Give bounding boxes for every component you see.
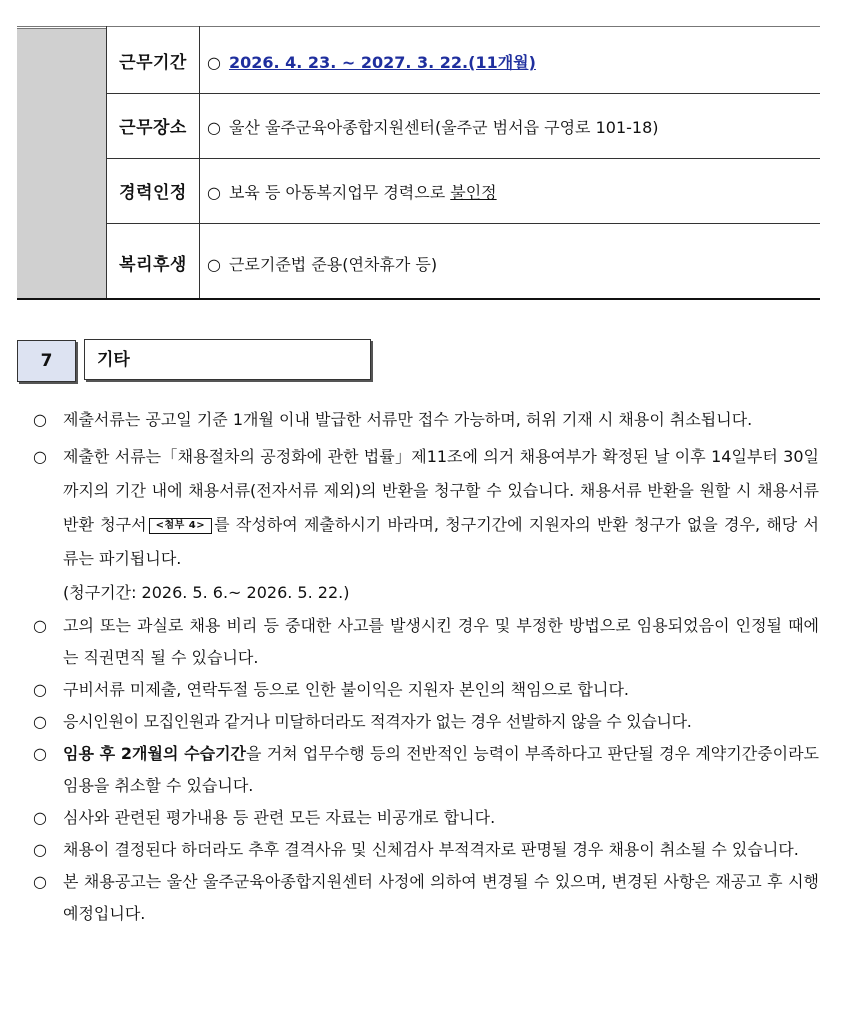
circle-bullet: ○ [33,447,47,466]
career-text: 보육 등 아동복지업무 경력으로 [228,183,451,202]
value-work-period [207,50,536,73]
note-text: 제출서류는 공고일 기준 1개월 이내 발급한 서류만 접수 가능하며, 허위 기재 시 채용이 취소됩니다. [63,410,753,429]
career-not-recognized: 불인정 [450,183,497,202]
value-career-recognition [207,180,497,203]
table-left-shaded-column [17,29,106,300]
welfare-text: 근로기준법 준용(연차휴가 등) [228,255,438,274]
circle-bullet: ○ [33,808,47,827]
note-text: 고의 또는 과실로 채용 비리 등 중대한 사고를 발생시킨 경우 및 부정한 방법으로 임용되었음이 인정될 때에는 직권면직 될 수 있습니다. [63,616,819,667]
circle-bullet: ○ [207,183,221,202]
section-title: 기타 [84,339,371,380]
table-bottom-border [17,298,820,300]
list-item [33,674,819,706]
work-place-text: 울산 울주군육아종합지원센터(울주군 범서읍 구영로 101-18) [228,118,659,137]
note-text: 응시인원이 모집인원과 같거나 미달하더라도 적격자가 없는 경우 선발하지 않을 수 있습니다. [63,712,692,731]
note-text: 을 거쳐 업무수행 등의 전반적인 능력이 부족하다고 판단될 경우 계약기간중이라도 임용을 취소할 수 있습니다. [63,744,819,795]
list-item [33,404,819,436]
circle-bullet: ○ [33,680,47,699]
circle-bullet: ○ [33,840,47,859]
label-work-place: 근무장소 [119,118,187,138]
note-text: 구비서류 미제출, 연락두절 등으로 인한 불이익은 지원자 본인의 책임으로 합니다. [63,680,629,699]
circle-bullet: ○ [207,53,221,72]
employment-info-table [17,26,820,300]
note-text: 채용이 결정된다 하더라도 추후 결격사유 및 신체검사 부적격자로 판명될 경우 채용이 취소될 수 있습니다. [63,840,799,859]
circle-bullet: ○ [33,744,47,763]
value-welfare [207,252,437,275]
work-period-dates: 2026. 4. 23. ~ 2027. 3. 22.(11개월) [228,53,536,72]
list-item [33,610,819,674]
note-text: 본 채용공고는 울산 울주군육아종합지원센터 사정에 의하여 변경될 수 있으며, 변경된 사항은 재공고 후 시행 예정입니다. [63,872,819,923]
circle-bullet: ○ [33,872,47,891]
note-text: 심사와 관련된 평가내용 등 관련 모든 자료는 비공개로 합니다. [63,808,496,827]
label-work-period: 근무기간 [119,53,187,73]
value-work-place [207,115,659,138]
note-text: 제출한 서류는「채용절차의 공정화에 관한 법률」제11조에 의거 채용여부가 확정된 날 이후 14일부터 30일까지의 기간 내에 채용서류(전자서류 제외)의 반환을 청구할 수 있습니다. 채용서류 반환을 원할 시 채용서류 반환 청구서 [63,447,819,534]
label-welfare: 복리후생 [119,255,187,275]
table-top-border [17,26,820,27]
circle-bullet: ○ [33,616,47,635]
list-item [33,866,819,930]
circle-bullet: ○ [207,255,221,274]
section-number: 7 [17,340,76,382]
list-item [33,738,819,802]
probation-highlight: 임용 후 2개월의 수습기간 [63,744,246,763]
request-period: (청구기간: 2026. 5. 6.~ 2026. 5. 22.) [63,583,350,602]
table-row-divider [107,158,820,159]
list-item [33,802,819,834]
circle-bullet: ○ [33,712,47,731]
list-item [33,706,819,738]
attachment-tag: <첨부 4> [149,518,213,534]
notes-list [33,404,819,930]
list-item [33,440,819,610]
note-text: 를 작성하여 제출하시기 바라며, 청구기간에 지원자의 반환 청구가 없을 경우, 해당 서류는 파기됩니다. [63,515,819,568]
circle-bullet: ○ [33,410,47,429]
table-row-divider [107,93,820,94]
label-career-recognition: 경력인정 [119,183,187,203]
table-divider [199,26,200,300]
circle-bullet: ○ [207,118,221,137]
table-row-divider [107,223,820,224]
list-item [33,834,819,866]
